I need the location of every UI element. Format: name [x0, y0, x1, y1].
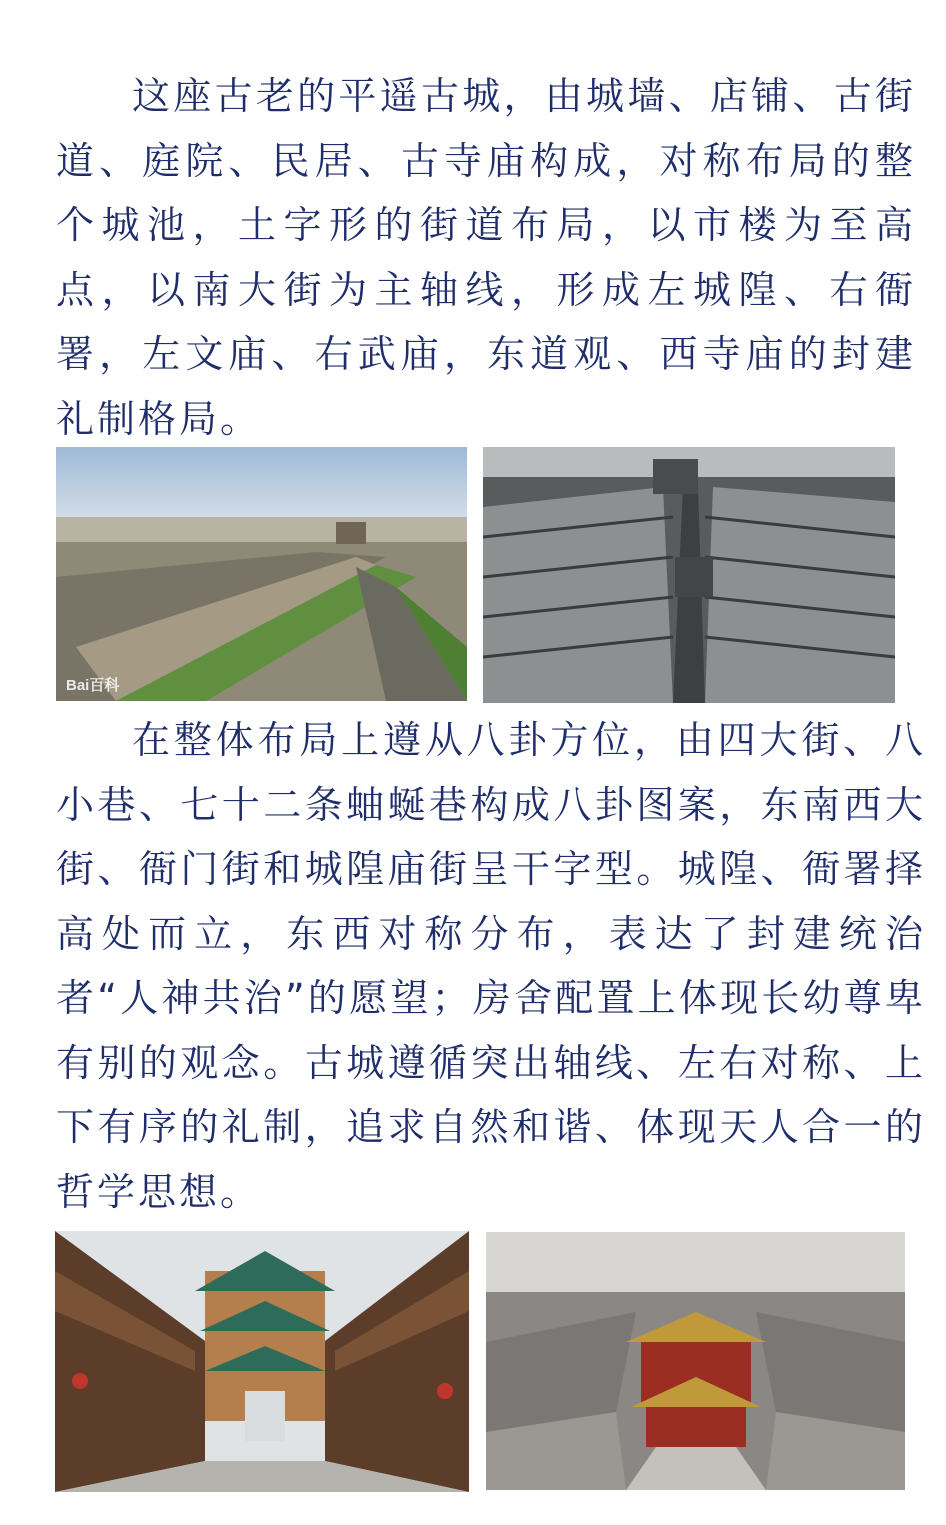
photo-market-tower-street [55, 1231, 469, 1492]
paragraph-intro: 这座古老的平遥古城，由城墙、店铺、古街道、庭院、民居、古寺庙构成，对称布局的整个城池，土字形的街道布局，以市楼为至高点，以南大街为主轴线，形成左城隍、右衙署，左文庙、右武庙，东道观、西寺庙的封建礼制格局。 [56, 74, 916, 441]
photo-rooftops-aerial [483, 447, 895, 703]
photo-city-wall-aerial [56, 447, 467, 701]
paragraph-layout: 在整体布局上遵从八卦方位，由四大街、八小巷、七十二条蚰蜒巷构成八卦图案，东南西大街、衙门街和城隍庙街呈干字型。城隍、衙署择高处而立，东西对称分布，表达了封建统治者“人神共治”的愿望；房舍配置上体现长幼尊卑有别的观念。古城遵循突出轴线、左右对称、上下有序的礼制，追求自然和谐、体现天人合一的哲学思想。 [56, 718, 926, 1214]
baike-watermark: Bai百科 [66, 677, 120, 694]
photo-temple-courtyard [486, 1232, 905, 1490]
